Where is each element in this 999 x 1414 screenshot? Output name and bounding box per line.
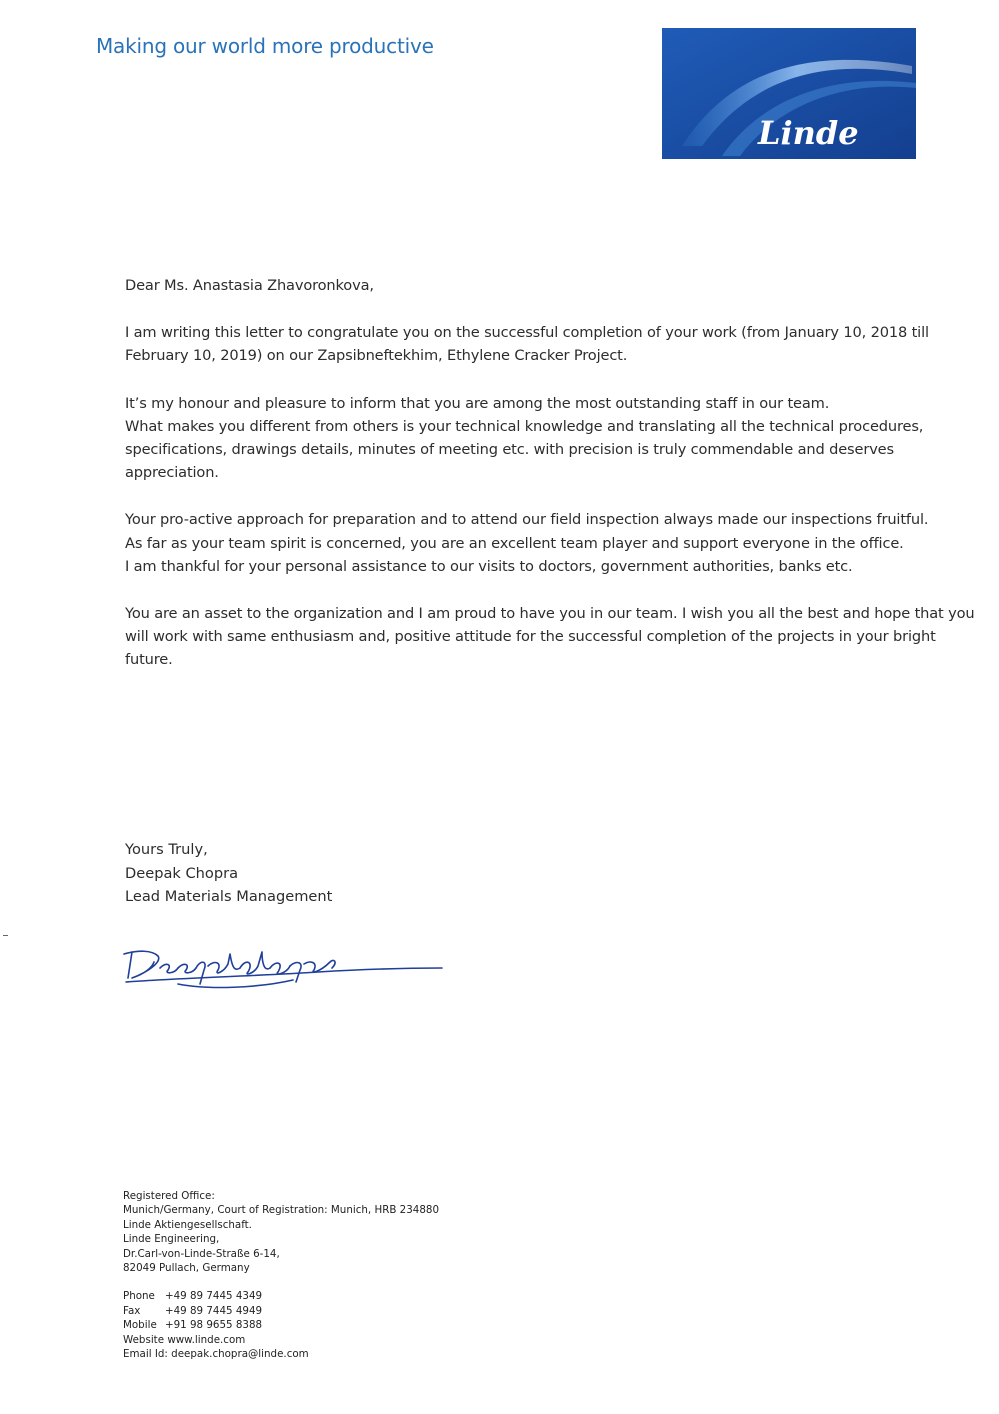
paragraph-line: appreciation. <box>125 464 219 482</box>
linde-logo <box>662 28 916 159</box>
mobile-label: Mobile <box>123 1319 157 1332</box>
website-link[interactable]: Website www.linde.com <box>123 1333 246 1346</box>
paragraph-line: Your pro-active approach for preparation and to attend our field inspection always made our inspections fruitful. <box>125 511 929 529</box>
footer-spacer <box>123 1275 439 1289</box>
paragraph-line: It’s my honour and pleasure to inform that you are among the most outstanding staff in our team. <box>125 394 830 412</box>
company-tagline: Making our world more productive <box>96 34 434 58</box>
paragraph-line: I am writing this letter to congratulate you on the successful completion of your work (from January 10, 2018 till <box>125 324 929 342</box>
phone-label: Phone <box>123 1290 155 1303</box>
paragraph-line: specifications, drawings details, minutes of meeting etc. with precision is truly commendable and deserves <box>125 441 894 459</box>
signer-title: Lead Materials Management <box>125 888 333 905</box>
paragraph-2 <box>125 392 925 485</box>
paragraph-line: I am thankful for your personal assistance to our visits to doctors, government authorities, banks etc. <box>125 557 853 575</box>
paragraph-line: What makes you different from others is your technical knowledge and translating all the technical procedures, <box>125 417 924 435</box>
closing-block <box>125 838 332 909</box>
office-line: 82049 Pullach, Germany <box>123 1262 250 1275</box>
office-line: Munich/Germany, Court of Registration: Munich, HRB 234880 <box>123 1204 439 1217</box>
email-link[interactable]: Email Id: deepak.chopra@linde.com <box>123 1348 309 1361</box>
signer-name: Deepak Chopra <box>125 864 239 882</box>
mobile-number: +91 98 9655 8388 <box>165 1319 263 1332</box>
phone-row <box>123 1289 439 1303</box>
fax-label: Fax <box>123 1304 141 1317</box>
paragraph-line: future. <box>125 651 173 669</box>
office-line: Linde Engineering, <box>123 1233 220 1246</box>
paragraph-line: will work with same enthusiasm and, positive attitude for the successful completion of the projects in your bright <box>125 628 936 646</box>
registered-office <box>123 1189 439 1275</box>
office-line: Dr.Carl-von-Linde-Straße 6-14, <box>123 1247 280 1260</box>
paragraph-4 <box>125 602 975 672</box>
paragraph-1 <box>125 321 929 367</box>
paragraph-3 <box>125 508 929 578</box>
paragraph-line: You are an asset to the organization and I am proud to have you in our team. I wish you all the best and hope that you <box>125 605 975 623</box>
logo-wordmark: Linde <box>758 114 859 152</box>
letter-body <box>125 274 975 696</box>
paragraph-line: February 10, 2019) on our Zapsibneftekhim, Ethylene Cracker Project. <box>125 347 628 365</box>
footer <box>123 1189 439 1361</box>
paragraph-line: As far as your team spirit is concerned, you are an excellent team player and support everyone in the office. <box>125 534 904 552</box>
fax-number: +49 89 7445 4949 <box>165 1304 263 1317</box>
salutation-line: Dear Ms. Anastasia Zhavoronkova, <box>125 277 374 294</box>
phone-number: +49 89 7445 4349 <box>165 1290 263 1303</box>
mobile-row <box>123 1318 439 1332</box>
handwritten-signature <box>118 938 448 1013</box>
office-line: Registered Office: <box>123 1190 215 1202</box>
scan-mark <box>3 935 8 936</box>
fax-row <box>123 1304 439 1318</box>
contact-details <box>123 1289 439 1361</box>
closing-phrase: Yours Truly, <box>125 841 208 858</box>
office-line: Linde Aktiengesellschaft. <box>123 1218 252 1231</box>
salutation <box>125 274 925 297</box>
